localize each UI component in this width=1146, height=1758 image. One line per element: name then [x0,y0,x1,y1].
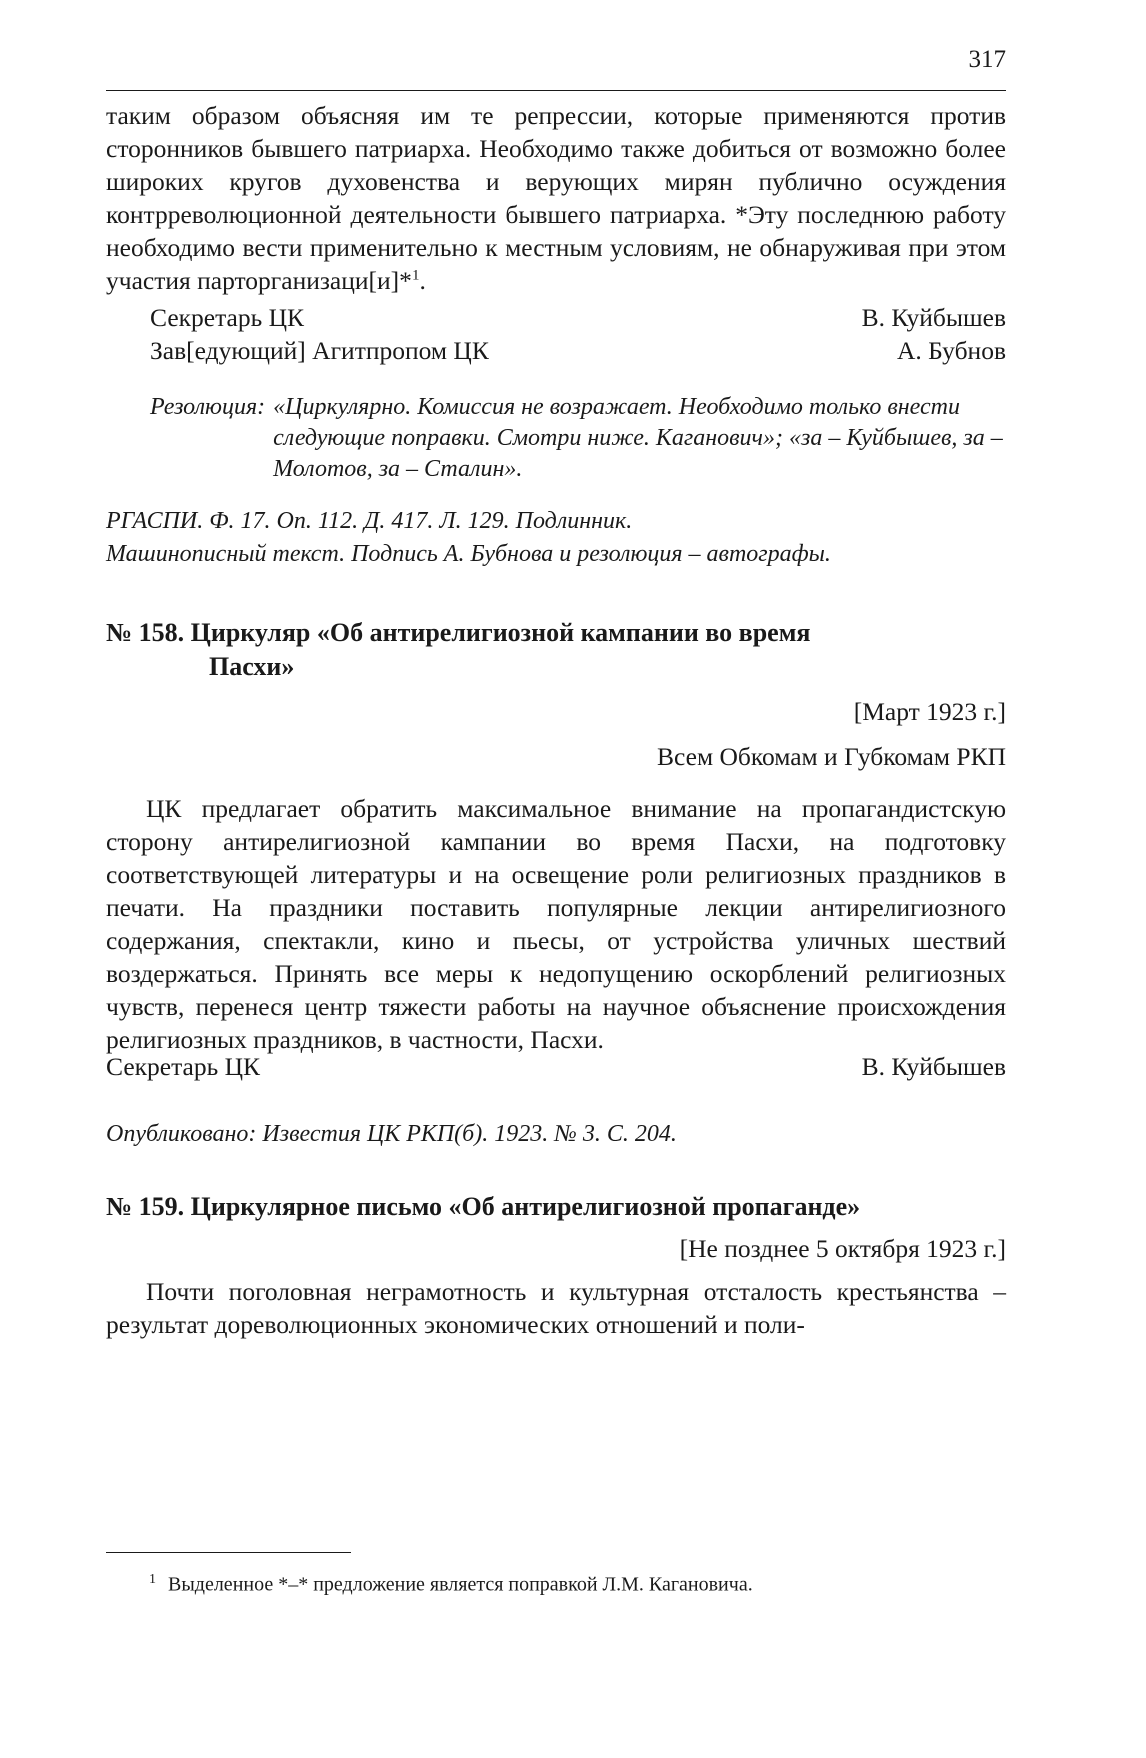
signature-row [106,334,1006,367]
signature-name: В. Куйбышев [861,303,1006,332]
doc-158-published [106,1118,1006,1151]
doc-159-body [106,1275,1006,1341]
intro-text-end: . [419,266,426,295]
footnote [149,1566,753,1599]
doc-159-date: [Не позднее 5 октября 1923 г.] [679,1234,1006,1263]
resolution [150,392,1006,485]
signature-name: А. Бубнов [897,336,1006,365]
document-page [106,0,1006,1758]
resolution-text: «Циркулярно. Комиссия не возражает. Необходимо только внести следующие поправки. Смотри ниже. Каганович»; «за – Куйбышев, за – Молотов, за – Сталин». [273,394,1003,482]
doc-158-body-text: ЦК предлагает обратить максимальное внимание на пропагандистскую сторону антирелигиозной кампании во время Пасхи, на подготовку соответствующей литературы и на освещение роли религиозных праздников в печати. На праздники поставить популярные лекции антирелигиозного содержания, спектакли, кино и пьесы, от устройства уличных шествий воздержаться. Принять все меры к недопущению оскорблений религиозных чувств, перенеся центр тяжести работы на научное объяснение происхождения религиозных праздников, в частности, Пасхи. [106,794,1006,1054]
doc-158-title [106,616,1006,684]
resolution-label: Резолюция: [150,394,266,420]
doc-158-body [106,792,1006,1056]
signature-role: Зав[едующий] Агитпропом ЦК [150,336,489,365]
signature-row [106,301,1006,334]
archive-source-line: РГАСПИ. Ф. 17. Оп. 112. Д. 417. Л. 129. Подлинник. [106,508,633,534]
signature-block [106,301,1006,367]
doc-158-date: [Март 1923 г.] [853,697,1006,726]
intro-paragraph [106,99,1006,297]
signature-row [106,1050,1006,1083]
doc-158-addressee: Всем Обкомам и Губкомам РКП [657,742,1006,771]
doc-159-body-text: Почти поголовная неграмотность и культурная отсталость крестьянства – результат дореволюционных экономических отношений и поли- [106,1277,1006,1339]
doc-159-title [106,1190,1006,1224]
intro-text: таким образом объясняя им те репрессии, которые применяются против сторонников бывшего патриарха. Необходимо также добиться от возможно более широких кругов духовенства и верующих мирян публично осуждения контрреволюционной деятельности бывшего патриарха. *Эту последнюю работу необходимо вести применительно к местным условиям, не обнаруживая при этом участия парторганизаци[и]* [106,101,1006,295]
signature-name: В. Куйбышев [861,1052,1006,1081]
footnote-text: Выделенное *–* предложение является поправкой Л.М. Кагановича. [168,1573,753,1596]
doc-158-signature [106,1050,1006,1083]
archive-source [106,505,1006,571]
doc-158-title-line: Пасхи» [209,652,295,681]
footnote-marker: 1 [149,1572,156,1587]
published-line: Опубликовано: Известия ЦК РКП(б). 1923. № 3. С. 204. [106,1121,677,1147]
signature-role: Секретарь ЦК [106,1052,261,1081]
footnote-rule [106,1552,351,1553]
header-rule [106,90,1006,91]
doc-159-title-line: № 159. Циркулярное письмо «Об антирелигиозной пропаганде» [106,1192,861,1221]
doc-158-title-line: № 158. Циркуляр «Об антирелигиозной кампании во время [106,618,811,647]
footnote-reference[interactable]: 1 [411,267,420,284]
page-number: 317 [968,46,1006,73]
archive-source-line: Машинописный текст. Подпись А. Бубнова и резолюция – автографы. [106,541,831,567]
signature-role: Секретарь ЦК [150,303,305,332]
